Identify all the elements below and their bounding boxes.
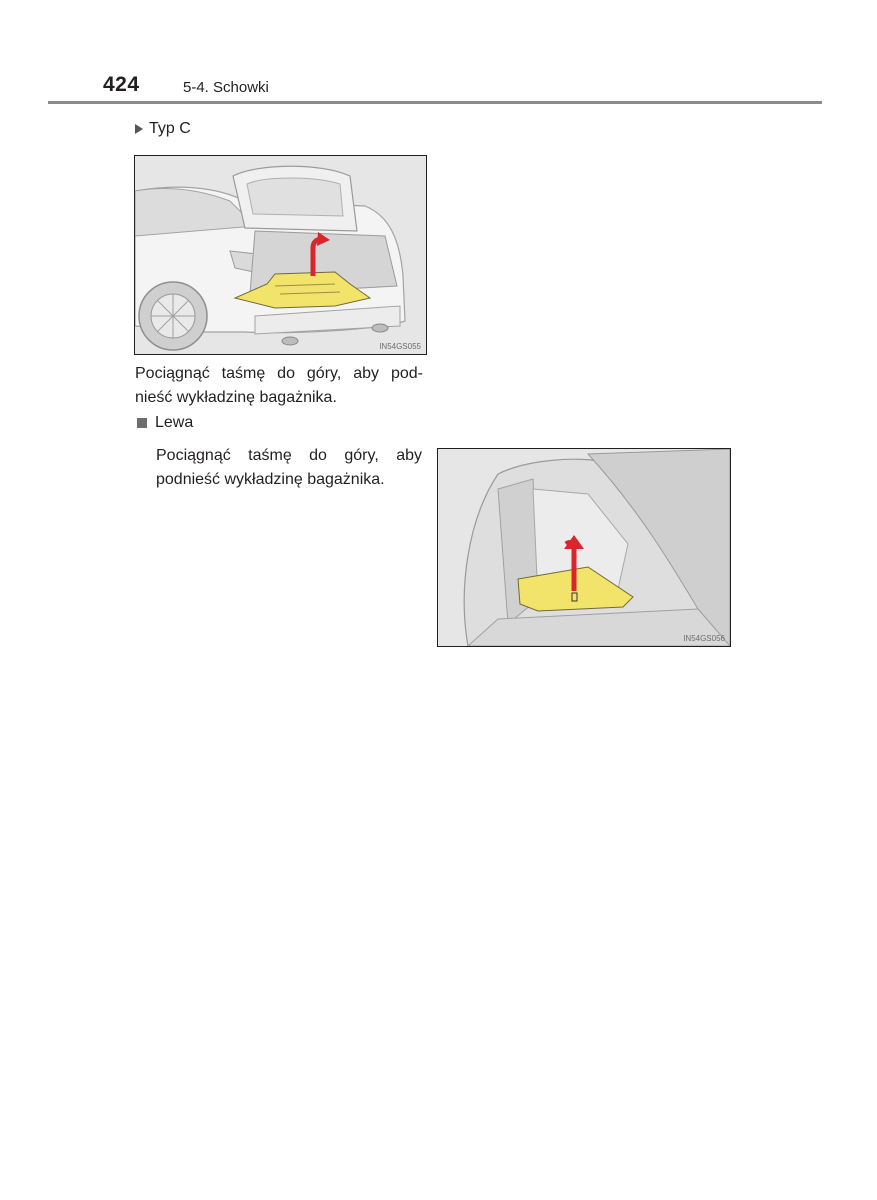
paragraph-line: nieść wykładzinę bagażnika. [135,389,337,406]
figure-trunk-left [437,448,731,647]
car-rear-illustration [135,156,426,354]
trunk-left-illustration [438,449,730,646]
section-title: 5-4. Schowki [183,79,269,96]
paragraph-line: Pociągnąć taśmę do góry, aby pod- [135,365,423,382]
subsection-heading [135,120,191,138]
subsection-label: Typ C [149,120,191,137]
square-bullet-icon [137,418,147,428]
paragraph-line: podnieść wykładzinę bagażnika. [156,471,385,488]
paragraph-lewa [156,444,422,492]
paragraph-typ-c [135,362,423,410]
paragraph-line: Pociągnąć taśmę do góry, aby [156,447,422,464]
figure-code: IN54GS056 [683,634,725,643]
figure-trunk-rear [134,155,427,355]
section-heading-label: Lewa [155,414,194,431]
triangle-right-icon [135,124,143,134]
section-heading-lewa [137,414,193,432]
header-rule [48,101,822,104]
figure-code: IN54GS055 [379,342,421,351]
page-number: 424 [103,73,140,96]
